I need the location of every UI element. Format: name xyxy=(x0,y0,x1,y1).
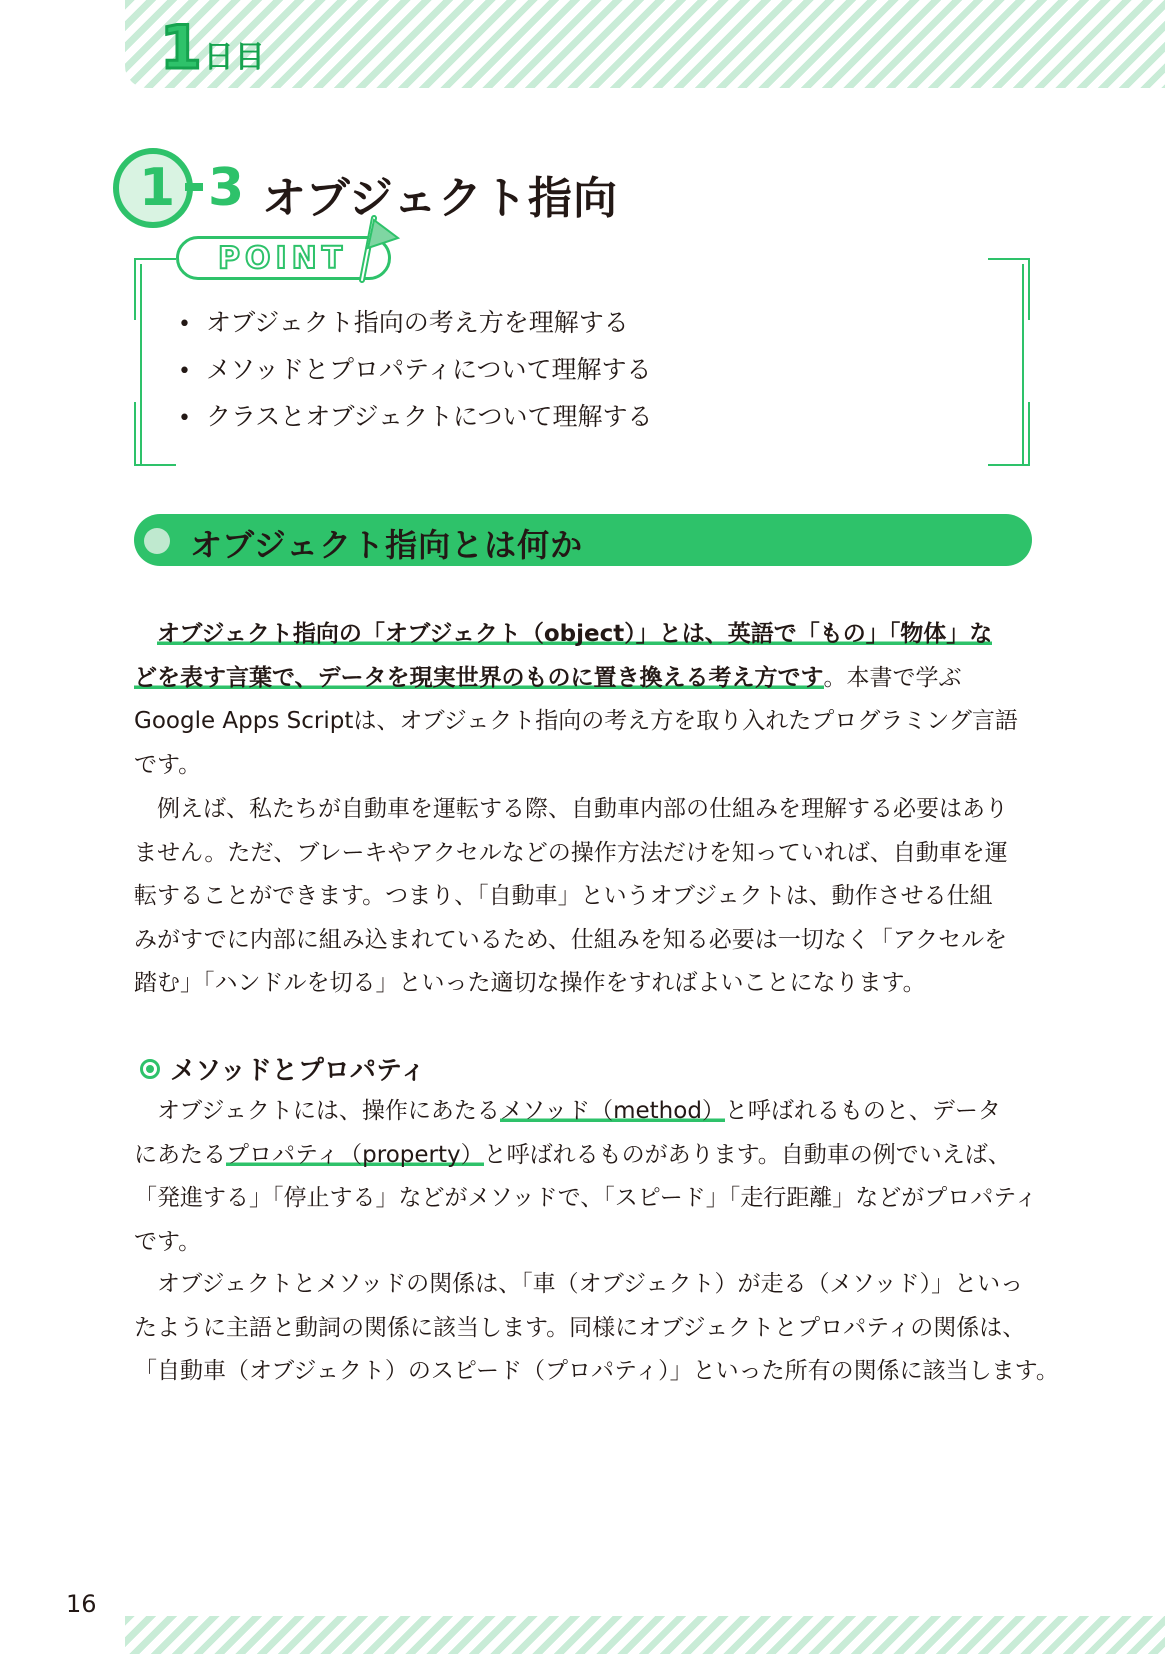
sub-heading xyxy=(140,1050,426,1087)
paragraph-method-property: オブジェクトには、操作にあたるメソッド（method）と呼ばれるものと、データ にあたるプロパティ（property）と呼ばれるものがあります。自動車の例でいえば、 「発進する」「停止する」などがメソッドで、「スピード」「走行距離」などがプロパティ です。 xyxy=(134,1098,1038,1255)
bullet-icon: • xyxy=(178,312,191,337)
point-box-corner-bottom-right xyxy=(988,402,1030,466)
target-icon xyxy=(140,1059,160,1079)
section-title: オブジェクト指向 xyxy=(262,173,619,224)
point-box-corner-bottom-left xyxy=(134,402,176,466)
day-label xyxy=(160,13,266,83)
section-number-major: 1 xyxy=(139,158,176,218)
point-list-item: • クラスとオブジェクトについて理解する xyxy=(178,394,653,441)
day-number: 1 xyxy=(160,13,202,83)
flag-icon xyxy=(354,214,400,284)
day-text: 日目 xyxy=(203,40,266,75)
paragraph-relationship: オブジェクトとメソッドの関係は、「車（オブジェクト）が走る（メソッド）」といっ たように主語と動詞の関係に該当します。同様にオブジェクトとプロパティの関係は、 「自動車（オブジェクト）のスピード（プロパティ）」といった所有の関係に該当します。 xyxy=(134,1271,1059,1384)
section-heading: オブジェクト指向とは何か xyxy=(190,526,584,564)
footer-stripe-band xyxy=(125,1616,1165,1654)
point-label: POINT xyxy=(218,241,348,276)
sub-heading-text: メソッドとプロパティ xyxy=(170,1056,426,1086)
point-list xyxy=(178,300,653,441)
page-number: 16 xyxy=(66,1590,97,1618)
bullet-icon: • xyxy=(178,359,191,384)
bullet-icon: • xyxy=(178,406,191,431)
paragraph-object-definition: オブジェクト指向の「オブジェクト（object）」とは、英語で「もの」「物体」な どを表す言葉で、データを現実世界のものに置き換える考え方です。本書で学ぶ Google Apps Scriptは、オブジェクト指向の考え方を取り入れたプログラミング言語 です。 xyxy=(134,621,1018,778)
point-list-item: • オブジェクト指向の考え方を理解する xyxy=(178,300,653,347)
point-list-item: • メソッドとプロパティについて理解する xyxy=(178,347,653,394)
section-number-minor: 3 xyxy=(208,158,245,218)
paragraph-car-example: 例えば、私たちが自動車を運転する際、自動車内部の仕組みを理解する必要はあり ません。ただ、ブレーキやアクセルなどの操作方法だけを知っていれば、自動車を運 転することができます。つまり、「自動車」というオブジェクトは、動作させる仕組 みがすでに内部に組み込まれているため、仕組みを知る必要は一切なく「アクセルを 踏む」「ハンドルを切る」といった適切な操作をすればよいことになります。 xyxy=(134,796,1008,996)
heading-dot-icon xyxy=(144,528,170,554)
section-number-dash xyxy=(185,183,203,191)
header-stripe-band xyxy=(125,0,1165,88)
